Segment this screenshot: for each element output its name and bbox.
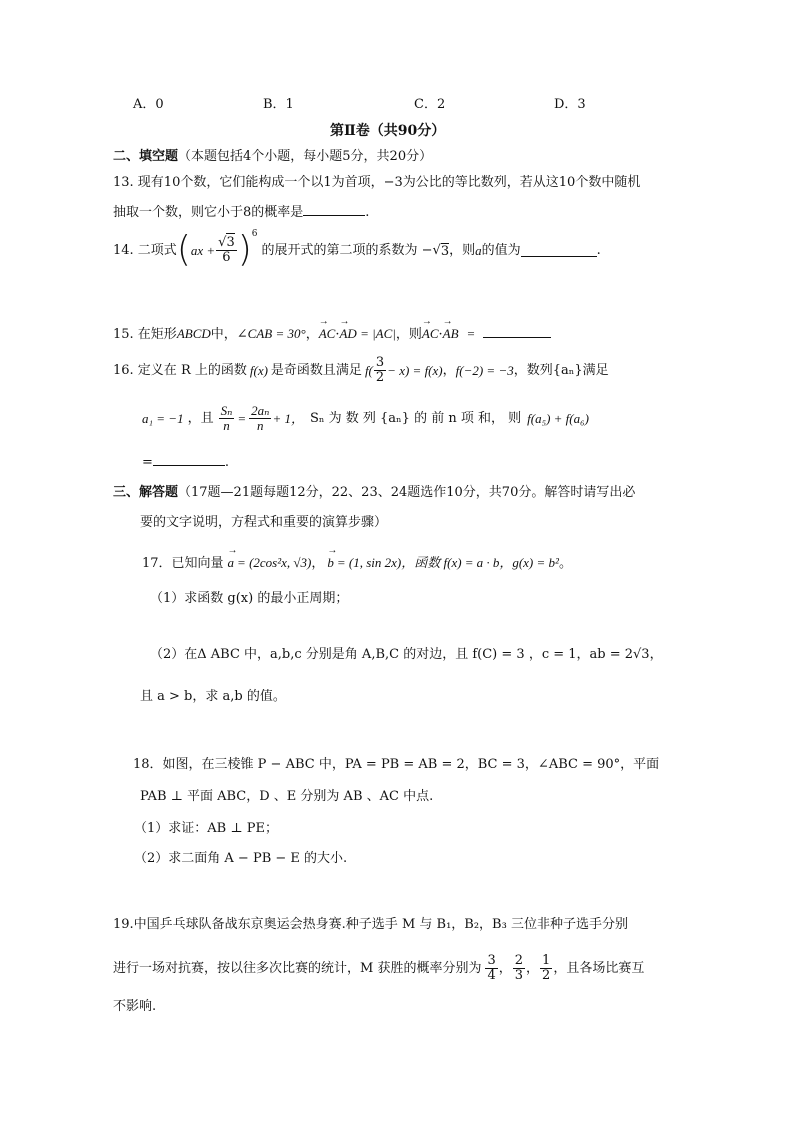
q19-line2: 进行一场对抗赛，按以往多次比赛的统计，M 获胜的概率分别为 $\frac{3}{4}$ ， $\frac{2}{3}$ ， $\frac{1}{2}$ ，且各场比赛互 bbox=[113, 953, 645, 983]
q15-prefix: 15. 在矩形 bbox=[113, 327, 177, 342]
q16-sn-frac bbox=[219, 404, 235, 432]
q19-p2-den: 3 bbox=[514, 967, 524, 983]
q14-answer-blank[interactable] bbox=[521, 243, 597, 257]
q16-an-frac bbox=[249, 404, 271, 432]
option-c: C．2 bbox=[414, 97, 446, 112]
q16-end: . bbox=[224, 455, 230, 470]
option-b: B．1 bbox=[263, 97, 294, 112]
q17-end: 。 bbox=[558, 556, 572, 571]
section3-note2: 要的文字说明，方程式和重要的演算步骤） bbox=[140, 515, 388, 530]
q16-an-den: n bbox=[257, 417, 264, 433]
q13-end: . bbox=[365, 205, 370, 220]
q13-line2 bbox=[113, 202, 369, 219]
q15-rect: ABCD bbox=[176, 326, 211, 341]
q19-p3-den: 2 bbox=[542, 967, 551, 983]
q16-sn-den: n bbox=[223, 417, 230, 433]
q16-line2 bbox=[142, 404, 589, 432]
q14-sqrt-num: 3 bbox=[226, 234, 235, 250]
q16-qie: ，且 bbox=[187, 410, 214, 426]
option-a: A．0 bbox=[133, 97, 164, 112]
option-d: D．3 bbox=[554, 97, 586, 112]
left-paren: ( bbox=[176, 229, 191, 270]
q16-fraction bbox=[374, 356, 386, 384]
q18-part1: （1）求证：AB ⊥ PE； bbox=[134, 821, 278, 836]
q15-angle: ∠CAB = 30° bbox=[236, 326, 306, 341]
q13-text: 抽取一个数，则它小于8的概率是 bbox=[113, 205, 304, 220]
section3-line1 bbox=[113, 486, 635, 499]
q17-prefix: 17．已知向量 bbox=[142, 556, 224, 571]
q14-a-var: a bbox=[475, 242, 482, 258]
q14-prefix: 14. 二项式 bbox=[113, 242, 177, 258]
q16-plus1: + 1， bbox=[272, 410, 304, 426]
q19-p1 bbox=[485, 954, 497, 982]
q15-vec-ad: → AD bbox=[339, 327, 356, 340]
q14-sqrt-val: 3 bbox=[440, 243, 450, 259]
q16-a1: a₁ = −1 bbox=[142, 410, 184, 426]
q16-f-right: − x) = f(x) bbox=[387, 362, 443, 378]
q18-line2: PAB ⊥ 平面 ABC，D 、E 分别为 AB 、AC 中点. bbox=[140, 789, 434, 804]
q17-part2-line1: （2）在Δ ABC 中，a,b,c 分别是角 A,B,C 的对边，且 f(C) = 3 ，c = 1，ab = 2√3， bbox=[150, 647, 663, 662]
q15-vec-ac2: → AC bbox=[422, 327, 439, 340]
q19-line1: 19.中国乒乓球队备战东京奥运会热身赛.种子选手 M 与 B₁，B₂，B₃ 三位非种子选手分别 bbox=[113, 917, 628, 932]
q16-line3 bbox=[142, 452, 229, 469]
q19-line3: 不影响. bbox=[113, 999, 157, 1014]
q19-p2 bbox=[513, 954, 525, 982]
q19-line2-suffix: ，且各场比赛互 bbox=[553, 960, 645, 976]
section2-heading: 二、填空题 bbox=[113, 149, 179, 164]
q16-eq-line: = bbox=[142, 455, 153, 470]
q19-p1-num: 3 bbox=[487, 953, 496, 968]
q16-eq: = bbox=[237, 410, 247, 426]
q17-b-def: = (1, sin 2x) bbox=[336, 555, 402, 570]
q19-p2-num: 2 bbox=[514, 953, 524, 968]
q15-line: 15. 在矩形ABCD中，∠CAB = 30°，→ AC·→ AD = |AC|，则→ AC·→ AB = bbox=[113, 324, 551, 341]
q14-power: 6 bbox=[251, 228, 258, 239]
q18-part2: （2）求二面角 A − PB − E 的大小. bbox=[134, 851, 348, 866]
q14-den: 6 bbox=[222, 249, 231, 265]
q16-fx: f(x) bbox=[249, 362, 268, 378]
section2-header bbox=[113, 150, 432, 163]
q16-seq: ，数列{aₙ}满足 bbox=[513, 362, 609, 378]
q14-suffix: 的值为 bbox=[481, 242, 521, 258]
section3-heading: 三、解答题 bbox=[113, 485, 179, 500]
q16-prefix: 16. 定义在 R 上的函数 bbox=[113, 362, 247, 378]
q15-zhong: 中， bbox=[210, 327, 237, 342]
q19-line2-prefix: 进行一场对抗赛，按以往多次比赛的统计，M 获胜的概率分别为 bbox=[113, 960, 482, 976]
q15-ze: ，则 bbox=[395, 327, 422, 342]
q16-line1 bbox=[113, 356, 609, 384]
q14-fraction: $\frac{√3}{6}$ bbox=[218, 234, 235, 265]
q17-dot: a · b bbox=[476, 555, 500, 570]
q16-f-neg: f(−2) = −3 bbox=[455, 362, 514, 378]
q14-end: . bbox=[596, 242, 601, 258]
q16-an-num: 2aₙ bbox=[251, 403, 270, 418]
q15-sep: ， bbox=[305, 327, 319, 342]
q17-sep: ， bbox=[311, 556, 325, 571]
q15-eq: = bbox=[466, 326, 476, 341]
q15-vec-ab: → AB bbox=[443, 327, 459, 340]
q19-p3-num: 1 bbox=[542, 953, 551, 968]
q16-answer-blank[interactable] bbox=[153, 452, 225, 466]
q19-p3 bbox=[540, 954, 552, 982]
q14-then: ，则 bbox=[449, 242, 476, 258]
q17-part2-line2: 且 a > b，求 a,b 的值。 bbox=[140, 689, 286, 704]
section2-note: （本题包括4个小题，每小题5分，共20分） bbox=[178, 149, 433, 164]
q16-sep: ， bbox=[442, 362, 456, 378]
q13-answer-blank[interactable] bbox=[303, 202, 365, 216]
q17-a-vec: → a bbox=[228, 556, 235, 569]
q16-tail: Sₙ 为 数 列 {aₙ} 的 前 n 项 和， 则 bbox=[309, 410, 522, 426]
q16-sum: f(a₅) + f(a₆) bbox=[527, 410, 589, 426]
q16-frac-den: 2 bbox=[375, 369, 385, 385]
q13-line1: 13. 现有10个数，它们能构成一个以1为首项，−3为公比的等比数列，若从这10个数中随机 bbox=[113, 175, 641, 190]
right-paren: ) bbox=[237, 229, 252, 270]
q16-frac-num: 3 bbox=[375, 355, 385, 370]
q14-line: 14. 二项式 ( ax + $\frac{√3}{6}$ ) 6 的展开式的第二项的系数为 − √ 3 ，则 a 的值为 . bbox=[113, 228, 601, 270]
q18-line1: 18．如图，在三棱锥 P − ABC 中，PA = PB = AB = 2，BC = 3，∠ABC = 90°，平面 bbox=[133, 757, 660, 772]
q14-ax-plus: ax + bbox=[190, 242, 216, 258]
part-title: 第Ⅱ卷（共90分） bbox=[330, 123, 446, 139]
q17-a-def: = (2cos²x, √3) bbox=[237, 555, 312, 570]
q17-g-def: ，g(x) = b² bbox=[499, 555, 559, 570]
section3-note1: （17题—21题每题12分，22、23、24题选作10分，共70分。解答时请写出必 bbox=[178, 485, 636, 500]
q16-sn-num: Sₙ bbox=[220, 403, 233, 418]
q14-mid: 的展开式的第二项的系数为 − bbox=[261, 242, 433, 258]
q15-vec-ac1: → AC bbox=[319, 327, 336, 340]
q15-abs: |AC| bbox=[372, 326, 396, 341]
q15-answer-blank[interactable] bbox=[483, 324, 551, 338]
q17-func: ，函数 f(x) = bbox=[401, 555, 474, 570]
q17-b-vec: → b bbox=[327, 556, 334, 569]
q16-f-left: f( bbox=[364, 362, 373, 378]
q16-mid: 是奇函数且满足 bbox=[270, 362, 362, 378]
q17-part1: （1）求函数 g(x) 的最小正周期； bbox=[150, 591, 349, 606]
q19-p1-den: 4 bbox=[487, 967, 496, 983]
q17-line1 bbox=[142, 556, 572, 570]
